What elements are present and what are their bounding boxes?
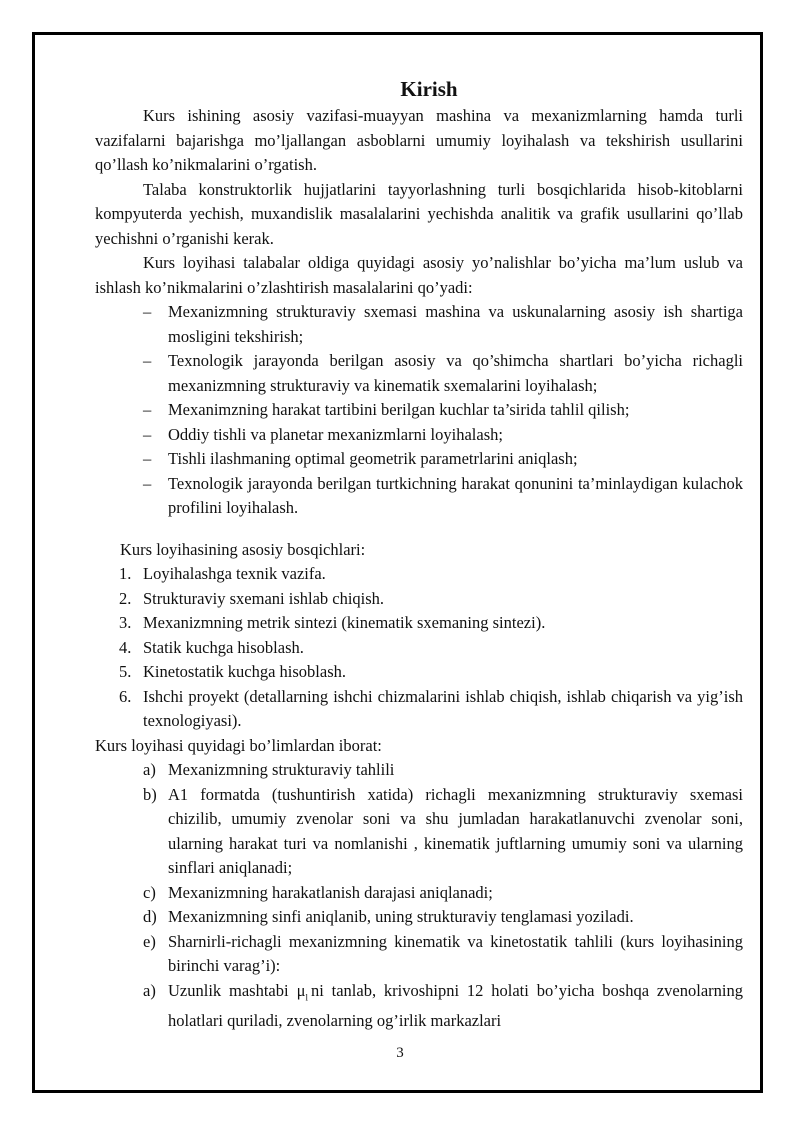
list-item-text: A1 formatda (tushuntirish xatida) richagli mexanizmning strukturaviy sxemasi chizilib, umumiy zvenolar soni va shu jumladan harakatlanuvchi zvenolar soni, ularning harakat turi va nomlanishi , kinematik juftlarning umumiy soni va ularning sinflari aniqlanadi; bbox=[168, 784, 743, 877]
list-letter: b) bbox=[143, 784, 157, 804]
list-number: 4. bbox=[119, 637, 132, 657]
list-item bbox=[95, 398, 743, 423]
goals-list bbox=[95, 300, 743, 521]
list-item bbox=[95, 562, 743, 587]
list-item-text: Tishli ilashmaning optimal geometrik parametrlarini aniqlash; bbox=[168, 449, 578, 468]
list-item bbox=[95, 423, 743, 448]
list-item bbox=[95, 930, 743, 979]
list-item-text: Strukturaviy sxemani ishlab chiqish. bbox=[143, 588, 385, 608]
list-number: 6. bbox=[119, 686, 132, 706]
dash-marker: – bbox=[143, 473, 152, 493]
list-number: 1. bbox=[119, 564, 132, 583]
mu-symbol: $\mu_l$ bbox=[296, 980, 308, 1002]
sections-list bbox=[95, 758, 743, 1034]
list-letter: d) bbox=[143, 907, 157, 926]
list-item-text bbox=[168, 981, 743, 1031]
list-item-text: Loyihalashga texnik vazifa. bbox=[143, 564, 326, 583]
list-item bbox=[95, 587, 743, 612]
list-item-text: Texnologik jarayonda berilgan turtkichning harakat qonunini ta’minlaydigan kulachok profilini loyihalash. bbox=[168, 473, 743, 517]
list-letter: a) bbox=[143, 760, 156, 779]
page-number: 3 bbox=[396, 1045, 404, 1061]
list-item bbox=[95, 611, 743, 636]
intro-paragraph-1: Kurs ishining asosiy vazifasi-muayyan mashina va mexanizmlarning hamda turli vazifalarni bajarishga mo’ljallangan asboblarni umumiy loyihalash va tekshirish usullarini qo’llash ko’nikmalarini o’rgatish. bbox=[95, 106, 743, 174]
text-after-symbol: ni tanlab, krivoshipni 12 holati bo’yicha boshqa zvenolarning holatlari quriladi, zvenolarning og’irlik markazlari bbox=[168, 980, 743, 1031]
list-item bbox=[95, 349, 743, 398]
list-item-text: Sharnirli-richagli mexanizmning kinematik va kinetostatik tahlili (kurs loyihasining birinchi varag’i): bbox=[168, 931, 743, 975]
page-title: Kirish bbox=[400, 77, 458, 101]
text-before-symbol: Uzunlik mashtabi bbox=[168, 980, 289, 1000]
document-body bbox=[95, 74, 743, 1034]
list-item-text: Texnologik jarayonda berilgan asosiy va qo’shimcha shartlari bo’yicha richagli mexanizmning strukturaviy va kinematik sxemalarini loyihalash; bbox=[168, 351, 743, 395]
list-item bbox=[95, 979, 743, 1034]
list-item-text: Mexanizmning strukturaviy tahlili bbox=[168, 760, 395, 779]
list-letter: e) bbox=[143, 931, 156, 951]
list-item-text: Mexanizmning sinfi aniqlanib, uning strukturaviy tenglamasi yoziladi. bbox=[168, 907, 634, 926]
stages-heading: Kurs loyihasining asosiy bosqichlari: bbox=[120, 539, 366, 559]
list-item bbox=[95, 447, 743, 472]
list-item-text: Mexanizmning metrik sintezi (kinematik sxemaning sintezi). bbox=[143, 613, 546, 632]
list-item bbox=[95, 300, 743, 349]
list-item-text: Ishchi proyekt (detallarning ishchi chizmalarini ishlab chiqish, ishlab chiqarish va yig’ish texnologiyasi). bbox=[143, 686, 743, 730]
list-number: 2. bbox=[119, 588, 132, 608]
list-item bbox=[95, 660, 743, 685]
mu-subscript: l bbox=[305, 991, 308, 1002]
list-item bbox=[95, 685, 743, 734]
intro-paragraph-3: Kurs loyihasi talabalar oldiga quyidagi asosiy yo’nalishlar bo’yicha ma’lum uslub va ishlash ko’nikmalarini o’zlashtirish masalalarini qo’yadi: bbox=[95, 253, 743, 297]
list-item-text: Mexanizmning harakatlanish darajasi aniqlanadi; bbox=[168, 882, 493, 902]
dash-marker: – bbox=[143, 400, 152, 419]
list-item bbox=[95, 636, 743, 661]
sections-heading: Kurs loyihasi quyidagi bo’limlardan iborat: bbox=[95, 735, 382, 755]
list-item bbox=[95, 472, 743, 521]
dash-marker: – bbox=[143, 351, 152, 370]
list-item-text: Oddiy tishli va planetar mexanizmlarni loyihalash; bbox=[168, 424, 503, 444]
list-number: 5. bbox=[119, 662, 132, 681]
list-item-text: Mexanizmning strukturaviy sxemasi mashina va uskunalarning asosiy ish shartiga mosligini tekshirish; bbox=[168, 302, 743, 346]
list-item-text: Mexanimzning harakat tartibini berilgan kuchlar ta’sirida tahlil qilish; bbox=[168, 400, 630, 419]
list-item-text: Statik kuchga hisoblash. bbox=[143, 637, 304, 657]
list-item bbox=[95, 905, 743, 930]
list-item bbox=[95, 783, 743, 881]
list-item bbox=[95, 881, 743, 906]
dash-marker: – bbox=[143, 449, 152, 468]
list-letter: c) bbox=[143, 882, 156, 902]
list-letter: a) bbox=[143, 980, 156, 1000]
list-item bbox=[95, 758, 743, 783]
list-item-text: Kinetostatik kuchga hisoblash. bbox=[143, 662, 347, 681]
list-number: 3. bbox=[119, 613, 132, 632]
dash-marker: – bbox=[143, 302, 152, 321]
intro-paragraph-2: Talaba konstruktorlik hujjatlarini tayyorlashning turli bosqichlarida hisob-kitoblarni kompyuterda yechish, muxandislik masalalarini yechishda analitik va grafik usullarini qo’llab yechishni o’rganishi kerak. bbox=[95, 179, 743, 248]
stages-list bbox=[95, 562, 743, 734]
dash-marker: – bbox=[143, 424, 152, 444]
